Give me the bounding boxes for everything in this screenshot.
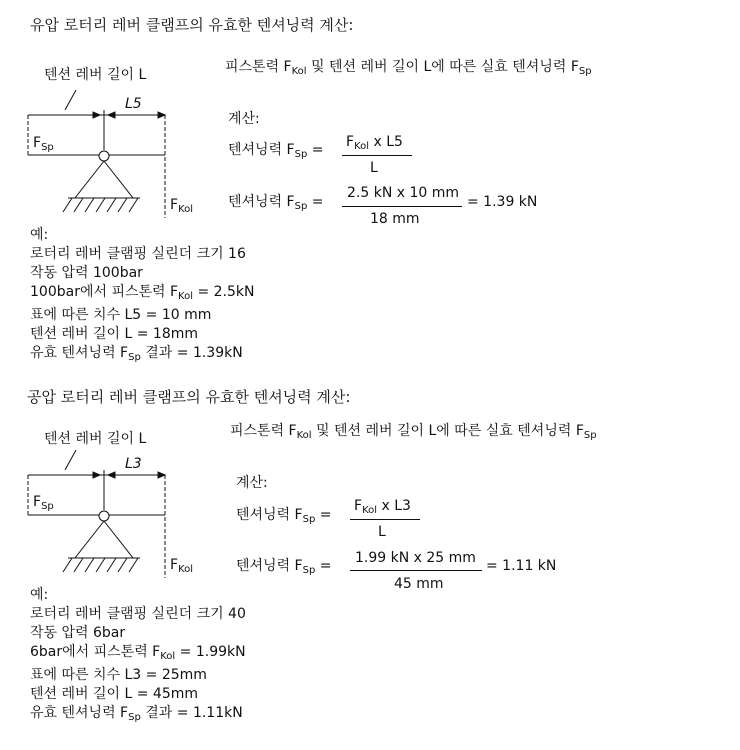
support-triangle	[75, 161, 133, 198]
dimension-arrow	[158, 112, 165, 118]
lever-length-label: 텐션 레버 길이 L	[44, 67, 147, 83]
example-line: 로터리 레버 클램핑 실린더 크기 40	[30, 606, 246, 622]
formula2-fraction-line	[350, 570, 482, 571]
formula2-fraction-line	[342, 206, 462, 207]
force-kol-label: $F_{Kol}$	[170, 557, 194, 575]
lever-length-label: 텐션 레버 길이 L	[44, 431, 147, 447]
calc-label: 계산:	[228, 111, 260, 127]
formula1-numerator: $F_{Kol}$ x L5	[346, 134, 403, 152]
force-kol-label: $F_{Kol}$	[170, 197, 194, 215]
force-sp-label: $F_{Sp}$	[33, 135, 54, 153]
dimension-arrow	[158, 472, 165, 478]
example-line: 100bar에서 피스톤력 $F_{Kol} = 2.5kN$	[30, 284, 255, 302]
example-line: 로터리 레버 클램핑 실린더 크기 16	[30, 246, 246, 262]
dimension-label: L5	[125, 96, 142, 112]
description: 피스톤력 $F_{Kol}$ 및 텐션 레버 길이 L에 따른 실효 텐셔닝력 $F_{Sp}$	[230, 423, 597, 441]
example-block	[30, 226, 255, 367]
force-sp-label: $F_{Sp}$	[33, 494, 54, 512]
formula2-denominator: 45 mm	[394, 576, 444, 592]
leader-line	[65, 90, 76, 110]
formula2-denominator: 18 mm	[370, 211, 420, 227]
dimension-label: L3	[125, 456, 142, 472]
example-line: 6bar에서 피스톤력 $F_{Kol} = 1.99kN$	[30, 644, 246, 662]
example-block	[30, 586, 246, 727]
example-line: 텐션 레버 길이 L = 18mm	[30, 326, 199, 342]
description: 피스톤력 $F_{Kol}$ 및 텐션 레버 길이 L에 따른 실효 텐셔닝력 $F_{Sp}$	[225, 59, 592, 77]
formula1-lhs: 텐셔닝력 $F_{Sp}$ =	[236, 507, 332, 525]
example-line: 표에 따른 치수 L5 = 10 mm	[30, 307, 212, 323]
example-line: 유효 텐셔닝력 $F_{Sp}$ 결과 = 1.11kN	[30, 705, 243, 723]
ground-hatching	[63, 198, 138, 212]
dimension-arrow	[93, 112, 100, 118]
pivot-circle	[99, 151, 109, 161]
section-title: 유압 로터리 레버 클램프의 유효한 텐셔닝력 계산:	[30, 16, 354, 34]
example-line: 텐션 레버 길이 L = 45mm	[30, 686, 199, 702]
support-triangle	[75, 521, 133, 558]
dimension-arrow	[108, 112, 115, 118]
leader-line	[65, 450, 76, 470]
example-title: 예:	[30, 587, 49, 603]
formula2-numerator: 2.5 kN x 10 mm	[347, 185, 460, 201]
formula1-fraction-line	[350, 519, 420, 520]
formula1-lhs: 텐셔닝력 $F_{Sp}$ =	[228, 142, 324, 160]
formula1-denominator: L	[370, 160, 378, 176]
formula2-lhs: 텐셔닝력 $F_{Sp}$ =	[236, 558, 332, 576]
formula1-fraction-line	[342, 155, 412, 156]
lever-diagram	[0, 370, 240, 600]
example-line: 작동 압력 100bar	[30, 265, 143, 281]
pneumatic-section	[0, 370, 740, 740]
dimension-arrow	[93, 472, 100, 478]
pivot-circle	[99, 511, 109, 521]
formula1-numerator: $F_{Kol}$ x L3	[354, 498, 411, 516]
formula1-denominator: L	[378, 524, 386, 540]
example-line: 작동 압력 6bar	[30, 625, 126, 641]
example-title: 예:	[30, 227, 49, 243]
formula2-numerator: 1.99 kN x 25 mm	[355, 550, 476, 566]
calc-label: 계산:	[236, 475, 268, 491]
dimension-arrow	[108, 472, 115, 478]
example-line: 표에 따른 치수 L3 = 25mm	[30, 667, 207, 683]
formula2-lhs: 텐셔닝력 $F_{Sp}$ =	[228, 194, 324, 212]
formula2-result: = 1.11 kN	[486, 558, 557, 574]
lever-diagram	[0, 0, 240, 230]
formula2-result: = 1.39 kN	[467, 194, 538, 210]
example-line: 유효 텐셔닝력 $F_{Sp}$ 결과 = 1.39kN	[30, 345, 243, 363]
hydraulic-section	[0, 0, 740, 370]
section-title: 공압 로터리 레버 클램프의 유효한 텐셔닝력 계산:	[27, 388, 351, 406]
ground-hatching	[63, 558, 138, 572]
